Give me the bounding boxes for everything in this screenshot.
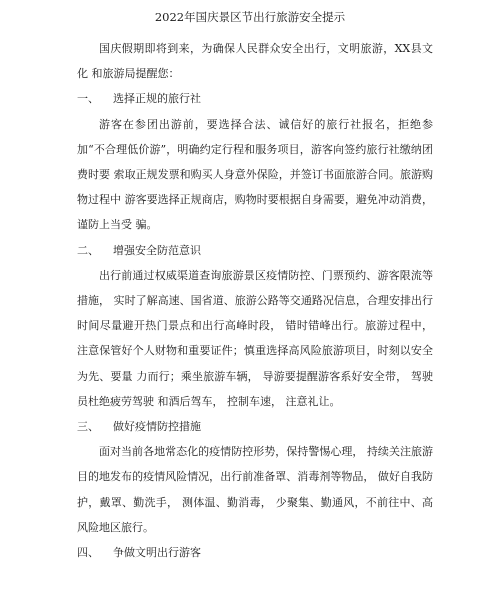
section-3-paragraph: 面对当前各地常态化的疫情防控形势，保持警惕心理， 持续关注旅游目的地发布的疫情风险情况，出行前准备罩、消毒剂等物品， 做好自我防护，戴罩、勤洗手， 测体温、勤消毒， 少聚集、勤通风，不前往中、高风险地区旅行。 [77,445,433,534]
section-title-1: 选择正规的旅行社 [113,92,201,106]
section-heading-4 [77,540,433,565]
section-number-1: 一、 [77,92,99,106]
section-number-3: 三、 [77,420,99,434]
section-number-2: 二、 [77,243,99,257]
section-number-4: 四、 [77,546,99,560]
section-1-paragraph: 游客在参团出游前，要选择合法、诚信好的旅行社报名，拒绝参加“不合理低价游”，明确约定行程和服务项目，游客向签约旅行社缴纳团费时要 索取正规发票和购买人身意外保险，并签订书面旅游合同。旅游购物过程中 游客要选择正规商店，购物时要根据自身需要，避免冲动消费，谨防上当受 骗。 [77,117,433,232]
document-body [77,36,433,565]
intro-paragraph: 国庆假期即将到来，为确保人民群众安全出行，文明旅游，XX县文化 和旅游局提醒您： [77,42,433,81]
section-heading-1 [77,86,433,111]
section-title-3: 做好疫情防控措施 [113,420,201,434]
section-title-2: 增强安全防范意识 [113,243,201,257]
document-title: 2022年国庆景区节出行旅游安全提示 [154,10,346,24]
section-2-paragraph: 出行前通过权威渠道查询旅游景区疫情防控、门票预约、游客限流等措施， 实时了解高速、国省道、旅游公路等交通路况信息，合理安排出行时间尽量避开热门景点和出行高峰时段， 错时错峰出行。旅游过程中， 注意保管好个人财物和重要证件；慎重选择高风险旅游项目，时刻以安全为先、要量 力而行；乘坐旅游车辆， 导游要提醒游客系好安全带， 驾驶员杜绝疲劳驾驶 和酒后驾车， 控制车速， 注意礼让。 [77,268,433,408]
section-title-4: 争做文明出行游客 [113,546,201,560]
section-heading-2 [77,238,433,263]
section-heading-3 [77,414,433,439]
